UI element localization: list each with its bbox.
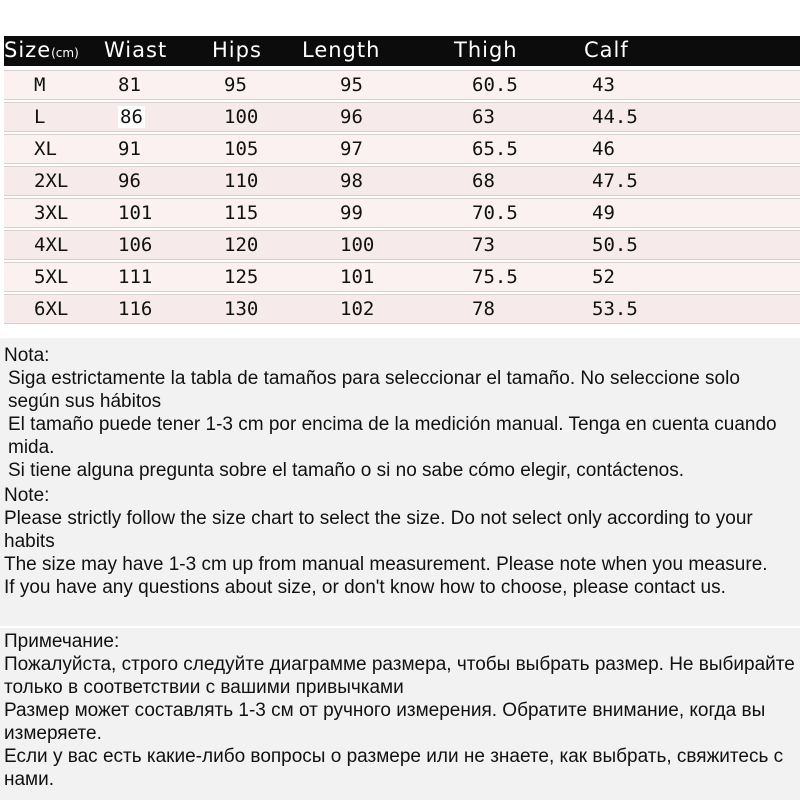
cell-hips: 130 bbox=[224, 298, 259, 320]
cell-hips: 115 bbox=[224, 202, 259, 224]
header-calf: Calf bbox=[584, 38, 629, 62]
cell-size: 4XL bbox=[34, 234, 69, 256]
cell-length: 100 bbox=[340, 234, 375, 256]
spanish-note-line: Si tiene alguna pregunta sobre el tamaño o si no sabe cómo elegir, contáctenos. bbox=[8, 460, 684, 481]
cell-size: 5XL bbox=[34, 266, 69, 288]
cell-calf: 49 bbox=[592, 202, 615, 224]
cell-size: M bbox=[34, 74, 46, 96]
cell-thigh: 63 bbox=[472, 106, 495, 128]
english-note-line: The size may have 1-3 cm up from manual measurement. Please note when you measure. bbox=[4, 554, 768, 575]
cell-size: 6XL bbox=[34, 298, 69, 320]
english-note-title: Note: bbox=[4, 485, 50, 506]
cell-length: 98 bbox=[340, 170, 363, 192]
russian-note-line: Если у вас есть какие-либо вопросы о размере или не знаете, как выбрать, свяжитесь с нами. bbox=[4, 746, 784, 790]
cell-thigh: 73 bbox=[472, 234, 495, 256]
cell-length: 101 bbox=[340, 266, 375, 288]
cell-length: 96 bbox=[340, 106, 363, 128]
cell-calf: 44.5 bbox=[592, 106, 638, 128]
table-row bbox=[4, 102, 800, 132]
header-thigh: Thigh bbox=[454, 38, 518, 62]
cell-calf: 53.5 bbox=[592, 298, 638, 320]
cell-waist: 116 bbox=[118, 298, 153, 320]
table-header-row bbox=[4, 36, 800, 66]
header-waist: Wiast bbox=[104, 38, 168, 62]
english-note bbox=[4, 484, 796, 599]
english-note-line: Please strictly follow the size chart to select the size. Do not select only according to your habits bbox=[4, 508, 753, 552]
cell-waist: 91 bbox=[118, 138, 141, 160]
header-hips: Hips bbox=[212, 38, 262, 62]
cell-waist: 86 bbox=[120, 106, 143, 128]
spanish-note-line: Siga estrictamente la tabla de tamaños para seleccionar el tamaño. No seleccione solo según sus hábitos bbox=[8, 368, 740, 412]
cell-hips: 100 bbox=[224, 106, 259, 128]
table-row bbox=[4, 70, 800, 100]
cell-hips: 110 bbox=[224, 170, 259, 192]
table-row bbox=[4, 166, 800, 196]
cell-thigh: 60.5 bbox=[472, 74, 518, 96]
cell-calf: 43 bbox=[592, 74, 615, 96]
table-row bbox=[4, 294, 800, 324]
cell-length: 99 bbox=[340, 202, 363, 224]
cell-size: 2XL bbox=[34, 170, 69, 192]
spanish-note-title: Nota: bbox=[4, 345, 50, 366]
cell-thigh: 75.5 bbox=[472, 266, 518, 288]
cell-length: 95 bbox=[340, 74, 363, 96]
cell-length: 102 bbox=[340, 298, 375, 320]
spanish-note-line: El tamaño puede tener 1-3 cm por encima de la medición manual. Tenga en cuenta cuando mida. bbox=[8, 414, 777, 458]
cell-waist: 106 bbox=[118, 234, 153, 256]
header-size: Size(cm) bbox=[4, 38, 79, 62]
cell-waist: 96 bbox=[118, 170, 141, 192]
cell-hips: 125 bbox=[224, 266, 259, 288]
size-chart-table bbox=[4, 36, 800, 326]
cell-calf: 47.5 bbox=[592, 170, 638, 192]
cell-waist: 101 bbox=[118, 202, 153, 224]
russian-note-line: Размер может составлять 1-3 см от ручного измерения. Обратите внимание, когда вы измеряете. bbox=[4, 700, 766, 744]
notes-section bbox=[0, 338, 800, 800]
cell-calf: 46 bbox=[592, 138, 615, 160]
english-note-line: If you have any questions about size, or don't know how to choose, please contact us. bbox=[4, 577, 726, 598]
cell-calf: 52 bbox=[592, 266, 615, 288]
table-row bbox=[4, 230, 800, 260]
cell-hips: 120 bbox=[224, 234, 259, 256]
spanish-note bbox=[4, 344, 796, 482]
cell-waist: 81 bbox=[118, 74, 141, 96]
cell-thigh: 78 bbox=[472, 298, 495, 320]
cell-hips: 95 bbox=[224, 74, 247, 96]
table-row bbox=[4, 198, 800, 228]
cell-thigh: 65.5 bbox=[472, 138, 518, 160]
cell-thigh: 70.5 bbox=[472, 202, 518, 224]
cell-size: 3XL bbox=[34, 202, 69, 224]
cell-waist: 111 bbox=[118, 266, 153, 288]
russian-note-line: Пожалуйста, строго следуйте диаграмме размера, чтобы выбрать размер. Не выбирайте только в соответствии с вашими привычками bbox=[4, 654, 795, 698]
table-row bbox=[4, 134, 800, 164]
russian-note bbox=[4, 630, 796, 791]
cell-size: L bbox=[34, 106, 46, 128]
cell-size: XL bbox=[34, 138, 57, 160]
russian-note-title: Примечание: bbox=[4, 631, 120, 652]
table-row bbox=[4, 262, 800, 292]
cell-thigh: 68 bbox=[472, 170, 495, 192]
cell-length: 97 bbox=[340, 138, 363, 160]
divider bbox=[0, 626, 800, 628]
header-length: Length bbox=[302, 38, 381, 62]
cell-hips: 105 bbox=[224, 138, 259, 160]
cell-calf: 50.5 bbox=[592, 234, 638, 256]
